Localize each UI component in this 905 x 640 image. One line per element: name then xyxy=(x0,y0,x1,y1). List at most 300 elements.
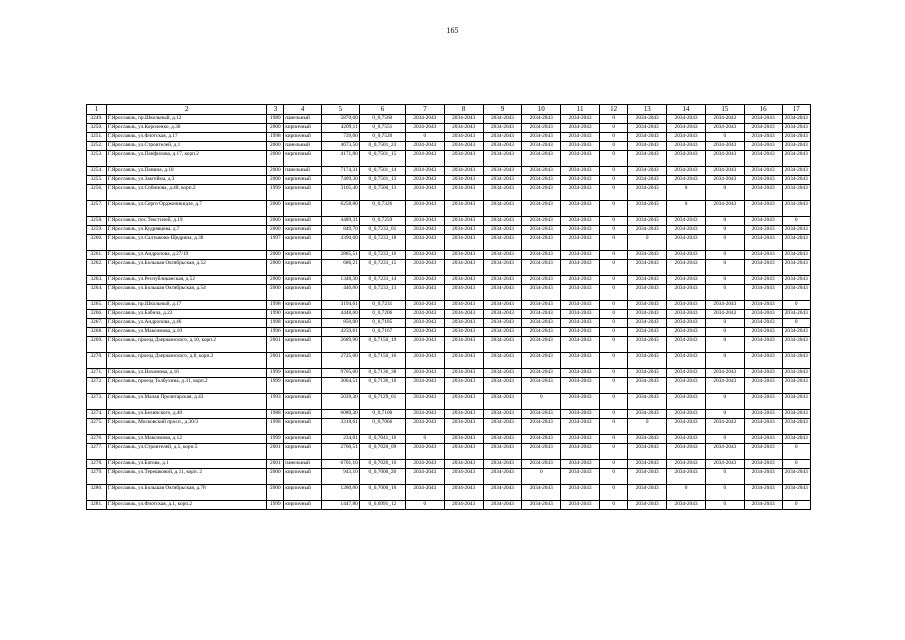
table-cell-col-5: 1348,30 xyxy=(322,276,360,285)
table-cell-col-6: 0_0,7259 xyxy=(359,217,405,226)
table-cell-col-15: 2034-2043 xyxy=(705,301,744,310)
table-cell-col-14: 2034-2043 xyxy=(667,301,706,310)
table-cell-col-7: 2034-2043 xyxy=(405,235,444,251)
table-cell-col-4: панельный xyxy=(284,142,322,151)
table-cell-col-15: 0 xyxy=(705,410,744,419)
table-cell-col-12: 0 xyxy=(599,328,627,337)
table-cell-col-11: 2034-2043 xyxy=(561,353,600,369)
table-cell-col-9: 2034-2043 xyxy=(483,444,522,460)
table-cell-col-8: 2034-2043 xyxy=(444,485,483,501)
table-cell-col-10: 2034-2043 xyxy=(522,353,561,369)
table-cell-col-4: кирпичный xyxy=(284,444,322,460)
table-cell-col-16: 2034-2043 xyxy=(744,328,782,337)
table-row xyxy=(87,310,811,319)
table-cell-col-6: 0_0,7233_15 xyxy=(359,260,405,276)
table-row xyxy=(87,151,811,167)
table-cell-col-10: 2034-2043 xyxy=(522,435,561,444)
table-cell-col-8: 2034-2043 xyxy=(444,151,483,167)
table-cell-col-4: кирпичный xyxy=(284,469,322,485)
table-cell-col-8: 2034-2043 xyxy=(444,124,483,133)
table-cell-col-6: 0_0,7233_18 xyxy=(359,235,405,251)
table-cell-col-12: 0 xyxy=(599,124,627,133)
table-cell-col-16: 2034-2043 xyxy=(744,167,782,176)
table-cell-col-14: 2034-2043 xyxy=(667,410,706,419)
table-cell-col-12: 0 xyxy=(599,151,627,167)
column-header-14: 14 xyxy=(667,105,706,115)
table-cell-col-1: 3258. xyxy=(87,217,107,226)
table-cell-col-16: 2034-2043 xyxy=(744,310,782,319)
table-cell-col-4: кирпичный xyxy=(284,378,322,394)
table-cell-col-12: 0 xyxy=(599,285,627,301)
table-cell-col-10: 2034-2043 xyxy=(522,378,561,394)
table-cell-col-9: 2034-2043 xyxy=(483,469,522,485)
table-cell-col-5: 4259,61 xyxy=(322,328,360,337)
table-cell-col-12: 0 xyxy=(599,485,627,501)
table-cell-col-11: 2034-2043 xyxy=(561,167,600,176)
table-row xyxy=(87,260,811,276)
column-header-15: 15 xyxy=(705,105,744,115)
table-cell-col-5: 4209,11 xyxy=(322,124,360,133)
table-cell-col-4: кирпичный xyxy=(284,201,322,217)
table-cell-col-15: 0 xyxy=(705,469,744,485)
table-cell-col-5: 4489,31 xyxy=(322,217,360,226)
table-cell-col-17: 2034-2043 xyxy=(782,310,810,319)
page-number: 165 xyxy=(446,26,459,35)
table-cell-col-7: 2034-2043 xyxy=(405,201,444,217)
table-cell-col-5: 850,00 xyxy=(322,319,360,328)
table-cell-col-17: 2034-2043 xyxy=(782,260,810,276)
table-cell-col-12: 0 xyxy=(599,301,627,310)
table-cell-col-5: 6080,30 xyxy=(322,410,360,419)
table-row xyxy=(87,353,811,369)
table-cell-col-7: 2034-2043 xyxy=(405,485,444,501)
table-cell-col-7: 0 xyxy=(405,435,444,444)
table-cell-col-7: 2034-2043 xyxy=(405,469,444,485)
table-cell-col-3: 2000 xyxy=(267,142,284,151)
table-cell-col-10: 2034-2043 xyxy=(522,260,561,276)
table-cell-col-11: 2034-2043 xyxy=(561,115,600,124)
table-cell-col-5: 2885,51 xyxy=(322,251,360,260)
table-cell-col-11: 2034-2043 xyxy=(561,501,600,510)
table-cell-col-2: Г.Ярославль, проезд Дзержинского, д.10, корп.2 xyxy=(106,337,267,353)
table-cell-col-1: 3271. xyxy=(87,369,107,378)
table-cell-col-4: кирпичный xyxy=(284,176,322,185)
table-cell-col-14: 2034-2043 xyxy=(667,167,706,176)
table-cell-col-4: кирпичный xyxy=(284,337,322,353)
table-cell-col-9: 2034-2043 xyxy=(483,115,522,124)
table-cell-col-9: 2034-2043 xyxy=(483,337,522,353)
table-cell-col-17: 2034-2043 xyxy=(782,167,810,176)
table-row xyxy=(87,394,811,410)
table-cell-col-2: Г.Ярославль, ул.Терешковой, д.11, корп. 2 xyxy=(106,469,267,485)
table-cell-col-12: 0 xyxy=(599,444,627,460)
table-cell-col-13: 2034-2043 xyxy=(628,201,667,217)
table-cell-col-16: 2034-2043 xyxy=(744,394,782,410)
table-header-row xyxy=(87,105,811,115)
table-cell-col-2: Г.Ярославль, проезд Толбухина, д.31, корп.2 xyxy=(106,378,267,394)
table-cell-col-17: 0 xyxy=(782,460,810,469)
table-cell-col-14: 2034-2043 xyxy=(667,319,706,328)
table-cell-col-11: 2034-2043 xyxy=(561,251,600,260)
housing-repair-table xyxy=(86,104,811,510)
table-cell-col-12: 0 xyxy=(599,260,627,276)
table-cell-col-15: 2034-2043 xyxy=(705,176,744,185)
table-cell-col-3: 1997 xyxy=(267,235,284,251)
table-cell-col-9: 2034-2043 xyxy=(483,176,522,185)
table-cell-col-6: 0_0,7136_10 xyxy=(359,378,405,394)
table-cell-col-1: 3279. xyxy=(87,469,107,485)
table-cell-col-7: 2034-2043 xyxy=(405,460,444,469)
table-cell-col-9: 2034-2043 xyxy=(483,485,522,501)
table-cell-col-11: 2034-2043 xyxy=(561,276,600,285)
table-cell-col-15: 2034-2043 xyxy=(705,201,744,217)
table-cell-col-1: 3273. xyxy=(87,394,107,410)
table-cell-col-2: Г.Ярославль, ул.Белинского, д.40 xyxy=(106,410,267,419)
table-cell-col-6: 0_0,7100 xyxy=(359,410,405,419)
table-cell-col-6: 0_0,7233_01 xyxy=(359,226,405,235)
table-cell-col-6: 0_0,7560 xyxy=(359,115,405,124)
table-cell-col-8: 2034-2043 xyxy=(444,353,483,369)
column-header-2: 2 xyxy=(106,105,267,115)
table-cell-col-5: 5039,30 xyxy=(322,394,360,410)
table-cell-col-1: 3254. xyxy=(87,167,107,176)
table-cell-col-3: 2000 xyxy=(267,167,284,176)
table-cell-col-9: 2034-2043 xyxy=(483,201,522,217)
table-cell-col-5: 2725,00 xyxy=(322,353,360,369)
table-cell-col-8: 2034-2043 xyxy=(444,167,483,176)
column-header-3: 3 xyxy=(267,105,284,115)
table-cell-col-10: 0 xyxy=(522,469,561,485)
table-cell-col-14: 2034-2043 xyxy=(667,226,706,235)
table-cell-col-3: 1998 xyxy=(267,133,284,142)
table-cell-col-4: кирпичный xyxy=(284,310,322,319)
table-row xyxy=(87,469,811,485)
table-cell-col-1: 3277. xyxy=(87,444,107,460)
table-cell-col-2: Г.Ярославль, ул.Флотская, д.17 xyxy=(106,133,267,142)
table-cell-col-8: 2034-2043 xyxy=(444,142,483,151)
table-cell-col-12: 0 xyxy=(599,419,627,435)
table-cell-col-6: 0_0,7020_16 xyxy=(359,460,405,469)
table-cell-col-9: 2034-2043 xyxy=(483,260,522,276)
table-cell-col-14: 2034-2043 xyxy=(667,217,706,226)
table-cell-col-16: 2034-2043 xyxy=(744,276,782,285)
table-cell-col-13: 2034-2043 xyxy=(628,444,667,460)
table-body xyxy=(87,115,811,510)
table-cell-col-13: 0 xyxy=(628,235,667,251)
table-cell-col-4: кирпичный xyxy=(284,235,322,251)
table-cell-col-11: 2034-2043 xyxy=(561,460,600,469)
table-cell-col-13: 2034-2043 xyxy=(628,167,667,176)
table-cell-col-15: 0 xyxy=(705,217,744,226)
table-cell-col-13: 2034-2043 xyxy=(628,310,667,319)
table-cell-col-14: 2034-2043 xyxy=(667,124,706,133)
table-cell-col-5: 6258,80 xyxy=(322,201,360,217)
table-cell-col-17: 0 xyxy=(782,444,810,460)
table-cell-col-8: 2034-2043 xyxy=(444,435,483,444)
table-cell-col-10: 2034-2043 xyxy=(522,251,561,260)
table-cell-col-2: Г.Ярославль, ул.Строителей, д.5, корп.5 xyxy=(106,444,267,460)
table-row xyxy=(87,276,811,285)
table-cell-col-12: 0 xyxy=(599,226,627,235)
table-cell-col-7: 2034-2043 xyxy=(405,217,444,226)
table-cell-col-8: 2034-2043 xyxy=(444,115,483,124)
table-cell-col-9: 2034-2043 xyxy=(483,310,522,319)
table-cell-col-17: 2034-2043 xyxy=(782,185,810,201)
table-cell-col-3: 2000 xyxy=(267,251,284,260)
table-cell-col-14: 2034-2043 xyxy=(667,469,706,485)
table-cell-col-17: 2034-2043 xyxy=(782,435,810,444)
table-cell-col-5: 440,00 xyxy=(322,285,360,301)
table-cell-col-8: 2034-2043 xyxy=(444,337,483,353)
table-cell-col-9: 2034-2043 xyxy=(483,460,522,469)
table-cell-col-1: 3265. xyxy=(87,301,107,310)
table-row xyxy=(87,378,811,394)
table-cell-col-15: 0 xyxy=(705,235,744,251)
table-cell-col-1: 3256. xyxy=(87,185,107,201)
table-cell-col-14: 0 xyxy=(667,485,706,501)
table-row xyxy=(87,115,811,124)
table-cell-col-5: 4171,80 xyxy=(322,151,360,167)
column-header-8: 8 xyxy=(444,105,483,115)
table-row xyxy=(87,226,811,235)
table-cell-col-15: 0 xyxy=(705,435,744,444)
table-cell-col-13: 2034-2043 xyxy=(628,260,667,276)
table-cell-col-6: 0_0,7150_19 xyxy=(359,337,405,353)
table-cell-col-8: 2034-2043 xyxy=(444,310,483,319)
table-cell-col-11: 2034-2043 xyxy=(561,419,600,435)
table-row xyxy=(87,337,811,353)
table-cell-col-13: 2034-2043 xyxy=(628,133,667,142)
table-cell-col-2: Г.Ярославль, ул.Флотская, д.1, корп.2 xyxy=(106,501,267,510)
table-cell-col-1: 3262. xyxy=(87,260,107,276)
table-cell-col-14: 2034-2043 xyxy=(667,394,706,410)
table-cell-col-17: 2034-2043 xyxy=(782,394,810,410)
table-cell-col-3: 2000 xyxy=(267,151,284,167)
table-cell-col-10: 2034-2043 xyxy=(522,310,561,319)
table-cell-col-5: 7174,31 xyxy=(322,167,360,176)
table-cell-col-13: 2034-2043 xyxy=(628,469,667,485)
table-cell-col-8: 2034-2043 xyxy=(444,501,483,510)
table-cell-col-10: 2034-2043 xyxy=(522,501,561,510)
table-cell-col-8: 2034-2043 xyxy=(444,469,483,485)
table-cell-col-12: 0 xyxy=(599,217,627,226)
table-cell-col-12: 0 xyxy=(599,337,627,353)
table-row xyxy=(87,485,811,501)
table-cell-col-10: 2034-2043 xyxy=(522,235,561,251)
table-cell-col-14: 0 xyxy=(667,185,706,201)
table-cell-col-13: 2034-2043 xyxy=(628,124,667,133)
table-cell-col-17: 0 xyxy=(782,301,810,310)
table-cell-col-2: Г.Ярославль, ул.Бабича, д.22 xyxy=(106,310,267,319)
table-cell-col-11: 2034-2043 xyxy=(561,410,600,419)
table-cell-col-5: 5870,00 xyxy=(322,115,360,124)
table-cell-col-15: 2034-2043 xyxy=(705,369,744,378)
table-cell-col-12: 0 xyxy=(599,353,627,369)
table-cell-col-7: 0 xyxy=(405,501,444,510)
table-cell-col-16: 2034-2043 xyxy=(744,115,782,124)
table-cell-col-11: 2034-2043 xyxy=(561,337,600,353)
table-cell-col-2: Г.Ярославль, ул.Большая Октябрьская, д.54 xyxy=(106,285,267,301)
table-cell-col-11: 2034-2043 xyxy=(561,394,600,410)
table-cell-col-14: 2034-2043 xyxy=(667,353,706,369)
table-cell-col-17: 2034-2043 xyxy=(782,285,810,301)
table-cell-col-8: 2034-2043 xyxy=(444,394,483,410)
table-cell-col-3: 1988 xyxy=(267,410,284,419)
table-cell-col-16: 2034-2043 xyxy=(744,444,782,460)
table-cell-col-7: 2034-2043 xyxy=(405,142,444,151)
table-cell-col-16: 2034-2043 xyxy=(744,176,782,185)
table-cell-col-12: 0 xyxy=(599,176,627,185)
table-cell-col-15: 2034-2043 xyxy=(705,124,744,133)
table-cell-col-7: 2034-2043 xyxy=(405,185,444,201)
table-cell-col-12: 0 xyxy=(599,410,627,419)
table-cell-col-4: кирпичный xyxy=(284,251,322,260)
table-cell-col-6: 0_0,7233_14 xyxy=(359,276,405,285)
table-cell-col-9: 2034-2043 xyxy=(483,276,522,285)
table-cell-col-10: 2034-2043 xyxy=(522,115,561,124)
table-cell-col-10: 2034-2043 xyxy=(522,226,561,235)
table-cell-col-4: кирпичный xyxy=(284,124,322,133)
table-cell-col-1: 3280. xyxy=(87,485,107,501)
table-cell-col-15: 2034-2043 xyxy=(705,419,744,435)
table-cell-col-10: 2034-2043 xyxy=(522,444,561,460)
table-cell-col-16: 2034-2043 xyxy=(744,485,782,501)
table-cell-col-7: 2034-2043 xyxy=(405,444,444,460)
table-cell-col-3: 1993 xyxy=(267,394,284,410)
table-row xyxy=(87,235,811,251)
table-cell-col-6: 0_0,7129_01 xyxy=(359,394,405,410)
table-cell-col-14: 2034-2043 xyxy=(667,501,706,510)
table-cell-col-16: 2034-2043 xyxy=(744,337,782,353)
table-cell-col-1: 3274. xyxy=(87,410,107,419)
table-cell-col-1: 3263. xyxy=(87,276,107,285)
column-header-7: 7 xyxy=(405,105,444,115)
table-cell-col-1: 3261. xyxy=(87,251,107,260)
table-cell-col-16: 2034-2043 xyxy=(744,151,782,167)
table-cell-col-9: 2034-2043 xyxy=(483,419,522,435)
table-cell-col-14: 2034-2043 xyxy=(667,369,706,378)
column-header-5: 5 xyxy=(322,105,360,115)
table-cell-col-7: 2034-2043 xyxy=(405,260,444,276)
table-cell-col-17: 2034-2043 xyxy=(782,328,810,337)
table-cell-col-6: 0_0,7501_14 xyxy=(359,167,405,176)
table-cell-col-6: 0_0,7500_13 xyxy=(359,185,405,201)
table-cell-col-9: 2034-2043 xyxy=(483,394,522,410)
table-cell-col-8: 2034-2043 xyxy=(444,185,483,201)
table-cell-col-1: 3257. xyxy=(87,201,107,217)
table-cell-col-10: 2034-2043 xyxy=(522,167,561,176)
table-cell-col-12: 0 xyxy=(599,378,627,394)
table-cell-col-2: Г.Ярославль, ул.Панина, д.10 xyxy=(106,167,267,176)
table-cell-col-6: 0_0,7206 xyxy=(359,310,405,319)
table-cell-col-4: кирпичный xyxy=(284,301,322,310)
table-cell-col-8: 2034-2043 xyxy=(444,201,483,217)
table-cell-col-2: Г.Ярославль, ул.Андропова, д.27/19 xyxy=(106,251,267,260)
table-cell-col-8: 2034-2043 xyxy=(444,369,483,378)
table-cell-col-15: 0 xyxy=(705,337,744,353)
table-cell-col-13: 2034-2043 xyxy=(628,501,667,510)
table-cell-col-15: 0 xyxy=(705,319,744,328)
table-cell-col-9: 2034-2043 xyxy=(483,410,522,419)
table-cell-col-14: 2034-2043 xyxy=(667,276,706,285)
table-cell-col-10: 2034-2043 xyxy=(522,419,561,435)
table-cell-col-2: Г.Ярославль, проезд Дзержинского, д.8, корп.2 xyxy=(106,353,267,369)
table-cell-col-16: 2034-2043 xyxy=(744,201,782,217)
table-cell-col-4: кирпичный xyxy=(284,328,322,337)
table-row xyxy=(87,167,811,176)
table-cell-col-5: 9705,00 xyxy=(322,369,360,378)
table-cell-col-5: 4448,60 xyxy=(322,310,360,319)
table-cell-col-6: 0_0,7185 xyxy=(359,319,405,328)
table-cell-col-4: кирпичный xyxy=(284,319,322,328)
table-cell-col-2: Г.Ярославль, ул.Малая Пролетарская, д.43 xyxy=(106,394,267,410)
table-row xyxy=(87,124,811,133)
table-row xyxy=(87,435,811,444)
table-cell-col-7: 2034-2043 xyxy=(405,276,444,285)
table-cell-col-4: кирпичный xyxy=(284,485,322,501)
table-cell-col-8: 2034-2043 xyxy=(444,226,483,235)
table-cell-col-1: 3253. xyxy=(87,151,107,167)
table-cell-col-11: 2034-2043 xyxy=(561,133,600,142)
table-cell-col-3: 2001 xyxy=(267,444,284,460)
table-cell-col-7: 2034-2043 xyxy=(405,310,444,319)
table-cell-col-17: 2034-2043 xyxy=(782,176,810,185)
table-cell-col-2: Г.Ярославль, ул.Короленко, д.30 xyxy=(106,124,267,133)
table-cell-col-16: 2034-2043 xyxy=(744,217,782,226)
table-cell-col-6: 0_0,7020_09 xyxy=(359,444,405,460)
table-cell-col-12: 0 xyxy=(599,460,627,469)
table-cell-col-8: 2034-2043 xyxy=(444,133,483,142)
table-cell-col-10: 0 xyxy=(522,394,561,410)
table-cell-col-14: 2034-2043 xyxy=(667,419,706,435)
table-row xyxy=(87,328,811,337)
table-cell-col-1: 3255. xyxy=(87,176,107,185)
table-cell-col-10: 2034-2043 xyxy=(522,185,561,201)
table-row xyxy=(87,176,811,185)
table-cell-col-4: кирпичный xyxy=(284,133,322,142)
table-cell-col-4: кирпичный xyxy=(284,353,322,369)
table-cell-col-4: кирпичный xyxy=(284,185,322,201)
table-cell-col-11: 2034-2043 xyxy=(561,485,600,501)
table-cell-col-13: 2034-2043 xyxy=(628,251,667,260)
table-cell-col-17: 2034-2043 xyxy=(782,142,810,151)
table-cell-col-14: 2034-2043 xyxy=(667,435,706,444)
table-cell-col-13: 2034-2043 xyxy=(628,176,667,185)
table-cell-col-1: 3269. xyxy=(87,337,107,353)
table-cell-col-16: 2034-2043 xyxy=(744,319,782,328)
table-cell-col-16: 2034-2043 xyxy=(744,369,782,378)
table-cell-col-14: 2034-2043 xyxy=(667,310,706,319)
table-cell-col-3: 2000 xyxy=(267,124,284,133)
table-cell-col-7: 2034-2043 xyxy=(405,151,444,167)
table-cell-col-8: 2034-2043 xyxy=(444,410,483,419)
table-row xyxy=(87,133,811,142)
table-cell-col-1: 3252. xyxy=(87,142,107,151)
table-cell-col-10: 2034-2043 xyxy=(522,328,561,337)
table-cell-col-3: 1999 xyxy=(267,501,284,510)
table-cell-col-10: 2034-2043 xyxy=(522,201,561,217)
table-cell-col-11: 2034-2043 xyxy=(561,260,600,276)
table-cell-col-9: 2034-2043 xyxy=(483,435,522,444)
table-cell-col-14: 2034-2043 xyxy=(667,133,706,142)
table-cell-col-16: 2034-2043 xyxy=(744,285,782,301)
table-cell-col-13: 2034-2043 xyxy=(628,369,667,378)
table-cell-col-5: 4673,50 xyxy=(322,142,360,151)
table-cell-col-17: 2034-2043 xyxy=(782,369,810,378)
table-cell-col-1: 3275. xyxy=(87,419,107,435)
table-cell-col-15: 0 xyxy=(705,501,744,510)
table-row xyxy=(87,201,811,217)
